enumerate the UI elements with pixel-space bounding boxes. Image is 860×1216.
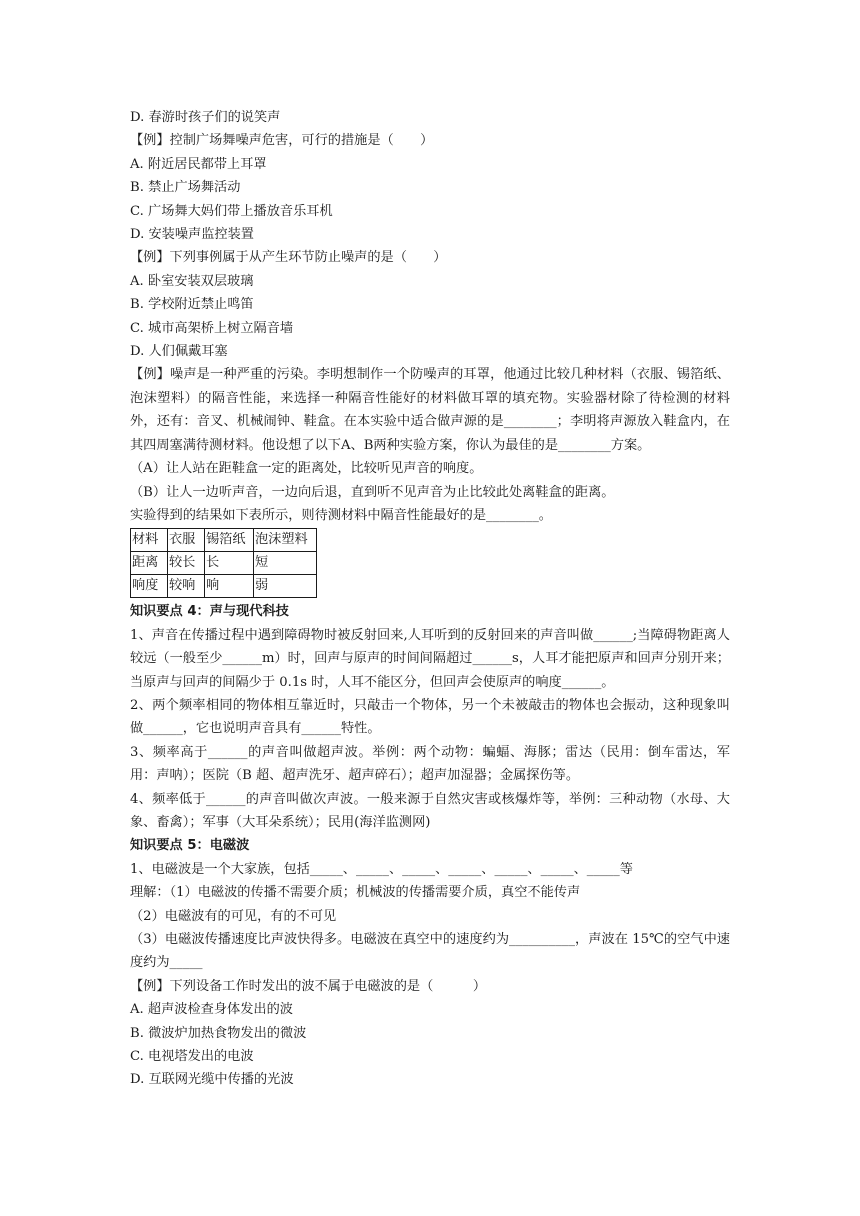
table-cell: 较长 bbox=[168, 552, 205, 575]
table-row bbox=[131, 552, 317, 575]
example-paragraph: 【例】噪声是一种严重的污染。李明想制作一个防噪声的耳罩，他通过比较几种材料（衣服、锡箔纸、泡沫塑料）的隔音性能，来选择一种隔音性能好的材料做耳罩的填充物。实验器材除了待检测的材料外，还有：音叉、机械闹钟、鞋盒。在本实验中适合做声源的是________；李明将声源放入鞋盒内，在其四周塞满待测材料。他设想了以下A、B两种实验方案，你认为最佳的是________方案。 bbox=[130, 367, 730, 453]
option-a-text: A. 附近居民都带上耳罩 bbox=[130, 156, 267, 172]
section-5-point-1: 1、电磁波是一个大家族，包括_____、_____、_____、_____、_____、_____、_____等 bbox=[130, 861, 633, 877]
plan-b-text: （B）让人一边听声音，一边向后退，直到听不见声音为止比较此处离鞋盒的距离。 bbox=[130, 484, 615, 500]
table-cell: 衣服 bbox=[168, 529, 205, 552]
section-4-point-4: 4、频率低于______的声音叫做次声波。一般来源于自然灾害或核爆炸等，举例：三种动物（水母、大象、畜禽）；军事（大耳朵系统）；民用(海洋监测网) bbox=[130, 791, 730, 830]
table-cell: 响度 bbox=[131, 575, 168, 598]
table-row bbox=[131, 575, 317, 598]
example-question-1: 【例】控制广场舞噪声危害，可行的措施是（ ） bbox=[130, 133, 434, 149]
option-d-text: D. 互联网光缆中传播的光波 bbox=[130, 1072, 294, 1088]
section-4-point-2: 2、两个频率相同的物体相互靠近时，只敲击一个物体，另一个未被敲击的物体也会振动，这种现象叫做______，它也说明声音具有______特性。 bbox=[130, 697, 730, 737]
table-cell: 锡箔纸 bbox=[205, 529, 254, 552]
option-c-text: C. 广场舞大妈们带上播放音乐耳机 bbox=[130, 203, 333, 219]
table-cell: 材料 bbox=[131, 529, 168, 552]
option-d-text: D. 安装噪声监控装置 bbox=[130, 227, 254, 243]
option-a-text: A. 超声波检查身体发出的波 bbox=[130, 1002, 293, 1018]
option-c-text: C. 城市高架桥上树立隔音墙 bbox=[130, 320, 294, 336]
table-cell: 距离 bbox=[131, 552, 168, 575]
section-4-point-3: 3、频率高于______的声音叫做超声波。举例：两个动物：蝙蝠、海豚；雷达（民用：倒车雷达，军用：声呐）；医院（B 超、超声洗牙、超声碎石）；超声加湿器；金属探伤等。 bbox=[130, 744, 730, 784]
section-5-understanding-1: 理解：（1）电磁波的传播不需要介质；机械波的传播需要介质，真空不能传声 bbox=[130, 885, 581, 901]
material-table bbox=[130, 528, 317, 598]
plan-a-text: （A）让人站在距鞋盒一定的距离处，比较听见声音的响度。 bbox=[130, 461, 483, 477]
option-b-text: B. 微波炉加热食物发出的微波 bbox=[130, 1025, 307, 1041]
option-b-text: B. 禁止广场舞活动 bbox=[130, 180, 241, 196]
example-question-2: 【例】下列事例属于从产生环节防止噪声的是（ ） bbox=[130, 250, 447, 266]
example-question-3: 【例】下列设备工作时发出的波不属于电磁波的是（ ） bbox=[130, 978, 487, 994]
option-b-text: B. 学校附近禁止鸣笛 bbox=[130, 297, 254, 313]
section-4-point-1: 1、声音在传播过程中遇到障碍物时被反射回来,人耳听到的反射回来的声音叫做______;当障碍物距离人较远（一般至少______m）时，回声与原声的时间间隔超过______s，人耳才能把原声和回声分别开来；当原声与回声的间隔少于 0.1s 时，人耳不能区分，但回声会使原声的响度______。 bbox=[130, 627, 730, 690]
document-page bbox=[130, 106, 730, 1092]
option-a-text: A. 卧室安装双层玻璃 bbox=[130, 273, 254, 289]
option-d-text: D. 春游时孩子们的说笑声 bbox=[130, 110, 281, 125]
option-d-text: D. 人们佩戴耳塞 bbox=[130, 344, 228, 360]
table-cell: 长 bbox=[205, 552, 254, 575]
table-intro: 实验得到的结果如下表所示，则待测材料中隔音性能最好的是________。 bbox=[130, 507, 552, 523]
section-5-understanding-2: （2）电磁波有的可见，有的不可见 bbox=[130, 908, 337, 924]
section-4-heading: 知识要点 4：声与现代科技 bbox=[130, 604, 289, 620]
table-cell: 短 bbox=[254, 552, 317, 575]
table-cell: 响 bbox=[205, 575, 254, 598]
table-cell: 较响 bbox=[168, 575, 205, 598]
table-row bbox=[131, 529, 317, 552]
option-c-text: C. 电视塔发出的电波 bbox=[130, 1049, 254, 1065]
section-5-heading: 知识要点 5：电磁波 bbox=[130, 838, 250, 854]
section-5-understanding-3: （3）电磁波传播速度比声波快得多。电磁波在真空中的速度约为__________，声波在 15℃的空气中速度约为_____ bbox=[130, 932, 730, 971]
table-cell: 弱 bbox=[254, 575, 317, 598]
table-cell: 泡沫塑料 bbox=[254, 529, 317, 552]
